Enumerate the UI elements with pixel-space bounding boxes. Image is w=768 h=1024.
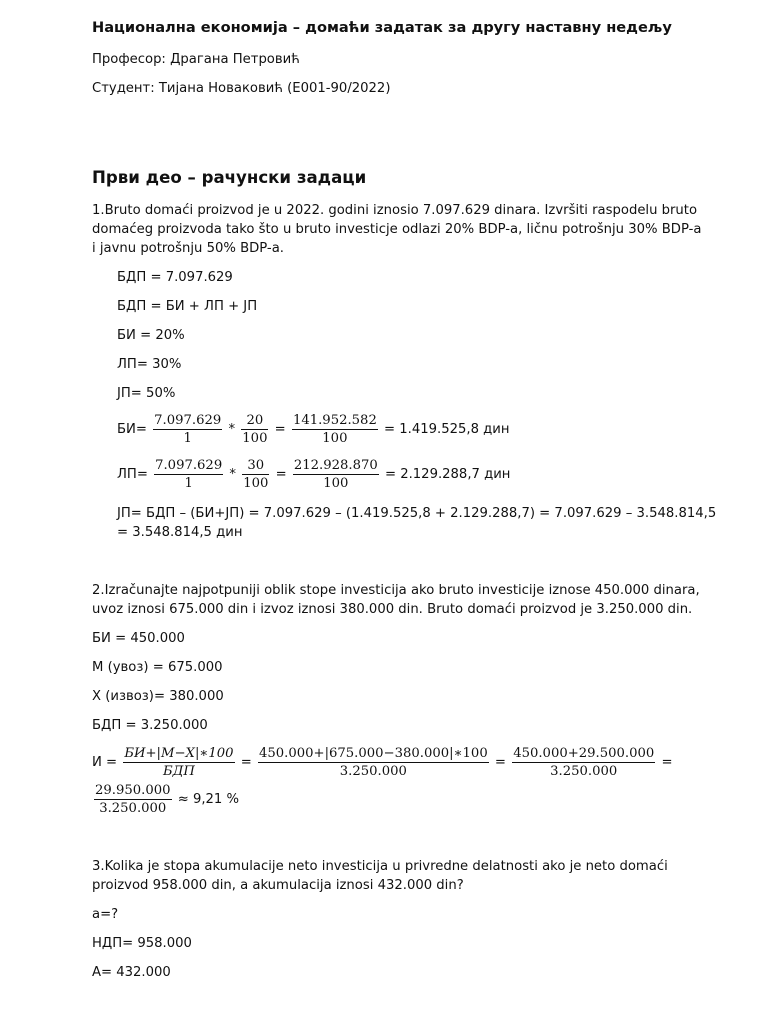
task2-given: БИ = 450.000	[92, 631, 185, 646]
investment-rate-result	[92, 782, 239, 817]
formula-label: И =	[92, 755, 118, 770]
fraction: $\frac{БИ+|М-Х|∗100}{\text{БДП}}$	[124, 746, 234, 779]
lp-label: ЛП=	[117, 467, 148, 482]
task3-text-line: 3.Kolika je stopa akumulacije neto investicija u privredne delatnosti ako je neto domaći	[92, 859, 668, 874]
task3-given: а=?	[92, 907, 119, 922]
professor-line: Професор: Драгана Петровић	[92, 52, 300, 67]
task2-text-line: uvoz iznosi 675.000 din i izvoz iznosi 380.000 din. Bruto domaći proizvod je 3.250.000 din.	[92, 602, 693, 617]
fraction: $\frac{29.950.000}{3.250.000}$	[95, 783, 171, 816]
bi-formula: БИ= $\frac{7.097.629}{1}$ * $\frac{20}{100}$ = $\frac{141.952.582}{100}$ = 1.419.525,8 дин	[117, 413, 510, 446]
task3-text-line: proizvod 958.000 din, a akumulacija iznosi 432.000 din?	[92, 878, 464, 893]
task1-given: БДП = БИ + ЛП + ЈП	[117, 299, 258, 314]
investment-rate-formula: И = $\frac{БИ+|М-Х|∗100}{\text{БДП}}$ = $\frac{450.000+|675.000-380.000|∗100}{3.250.000}$ = $\frac{450.000+29.500.000}{3.250.000}$ =	[92, 746, 673, 779]
task1-given: ЈП= 50%	[117, 386, 176, 401]
task1-given: БИ = 20%	[117, 328, 185, 343]
fraction: $\frac{20}{100}$	[242, 413, 268, 446]
bi-result: = 1.419.525,8 дин	[384, 422, 510, 437]
task1-given: ЛП= 30%	[117, 357, 182, 372]
lp-result: = 2.129.288,7 дин	[384, 467, 511, 482]
task1-text-line: domaćeg proizvoda tako što u bruto investicje odlazi 20% BDP-a, ličnu potrošnju 30% BDP-a	[92, 222, 702, 237]
task3-given: НДП= 958.000	[92, 936, 192, 951]
task2-given: БДП = 3.250.000	[92, 718, 208, 733]
fraction: $\frac{450.000+|675.000-380.000|∗100}{3.250.000}$	[258, 746, 488, 779]
student-line: Студент: Тијана Новаковић (Е001-90/2022)	[92, 81, 391, 96]
fraction: $\frac{7.097.629}{1}$	[155, 458, 223, 491]
fraction: $\frac{7.097.629}{1}$	[154, 413, 222, 446]
lp-formula: ЛП= $\frac{7.097.629}{1}$ * $\frac{30}{100}$ = $\frac{212.928.870}{100}$ = 2.129.288,7 дин	[117, 458, 511, 491]
task1-text-line: i javnu potrošnju 50% BDP-a.	[92, 241, 284, 256]
task1-given: БДП = 7.097.629	[117, 270, 233, 285]
fraction: $\frac{212.928.870}{100}$	[293, 458, 378, 491]
section-heading: Први део – рачунски задаци	[92, 168, 367, 187]
task1-text-line: 1.Bruto domaći proizvod je u 2022. godini iznosio 7.097.629 dinara. Izvršiti raspodelu bruto	[92, 203, 698, 218]
task2-given: М (увоз) = 675.000	[92, 660, 223, 675]
jp-result: = 3.548.814,5 дин	[117, 525, 243, 540]
task3-given: А= 432.000	[92, 965, 171, 980]
fraction: $\frac{30}{100}$	[243, 458, 269, 491]
formula-result: ≈ 9,21 %	[177, 792, 240, 807]
fraction: $\frac{450.000+29.500.000}{3.250.000}$	[513, 746, 655, 779]
fraction: $\frac{141.952.582}{100}$	[292, 413, 377, 446]
document-title: Национална економија – домаћи задатак за другу наставну недељу	[92, 19, 672, 36]
bi-label: БИ=	[117, 422, 147, 437]
task2-given: Х (извоз)= 380.000	[92, 689, 224, 704]
task2-text-line: 2.Izračunajte najpotpuniji oblik stope investicija ako bruto investicije iznose 450.000 dinara,	[92, 583, 700, 598]
jp-calculation: ЈП= БДП – (БИ+ЈП) = 7.097.629 – (1.419.525,8 + 2.129.288,7) = 7.097.629 – 3.548.814,5	[117, 506, 717, 521]
